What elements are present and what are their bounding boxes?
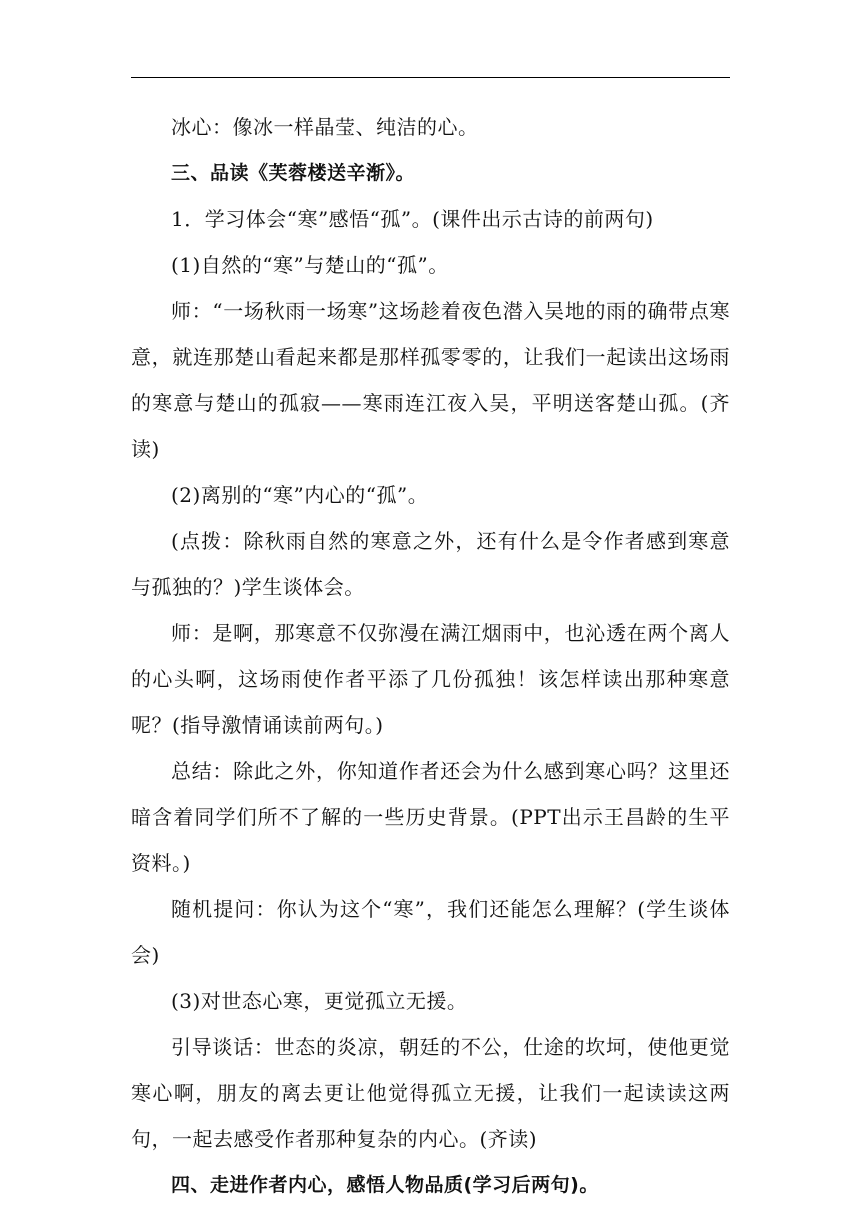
section-heading-3: 三、品读《芙蓉楼送辛渐》。: [171, 162, 416, 184]
paragraph-summary: 总结：除此之外，你知道作者还会为什么感到寒心吗？这里还暗含着同学们所不了解的一些历史背景。(PPT出示王昌龄的生平资料。): [131, 759, 730, 875]
document-body: [131, 104, 730, 1208]
paragraph-subpoint-3: (3)对世态心寒，更觉孤立无援。: [171, 989, 468, 1013]
paragraph-guidance: (点拨：除秋雨自然的寒意之外，还有什么是令作者感到寒意与孤独的？)学生谈体会。: [131, 529, 730, 599]
header-rule: [131, 77, 730, 78]
paragraph-teacher-1: 师：“一场秋雨一场寒”这场趁着夜色潜入吴地的雨的确带点寒意，就连那楚山看起来都是那样孤零零的，让我们一起读出这场雨的寒意与楚山的孤寂——寒雨连江夜入吴，平明送客楚山孤。(齐读): [131, 299, 730, 461]
paragraph-question: 随机提问：你认为这个“寒”，我们还能怎么理解？(学生谈体会): [131, 897, 730, 967]
paragraph-teacher-2: 师：是啊，那寒意不仅弥漫在满江烟雨中，也沁透在两个离人的心头啊，这场雨使作者平添了几份孤独！该怎样读出那种寒意呢？(指导激情诵读前两句。): [131, 621, 730, 737]
paragraph-step-1: 1．学习体会“寒”感悟“孤”。(课件出示古诗的前两句): [171, 207, 654, 231]
paragraph-subpoint-2: (2)离别的“寒”内心的“孤”。: [171, 483, 429, 507]
paragraph-subpoint-1: (1)自然的“寒”与楚山的“孤”。: [171, 253, 449, 277]
paragraph-bingxin-definition: 冰心：像冰一样晶莹、纯洁的心。: [171, 115, 479, 139]
paragraph-guided-talk: 引导谈话：世态的炎凉，朝廷的不公，仕途的坎坷，使他更觉寒心啊，朋友的离去更让他觉得孤立无援，让我们一起读读这两句，一起去感受作者那种复杂的内心。(齐读): [131, 1035, 730, 1151]
section-heading-4: 四、走进作者内心，感悟人物品质(学习后两句)。: [171, 1174, 599, 1196]
